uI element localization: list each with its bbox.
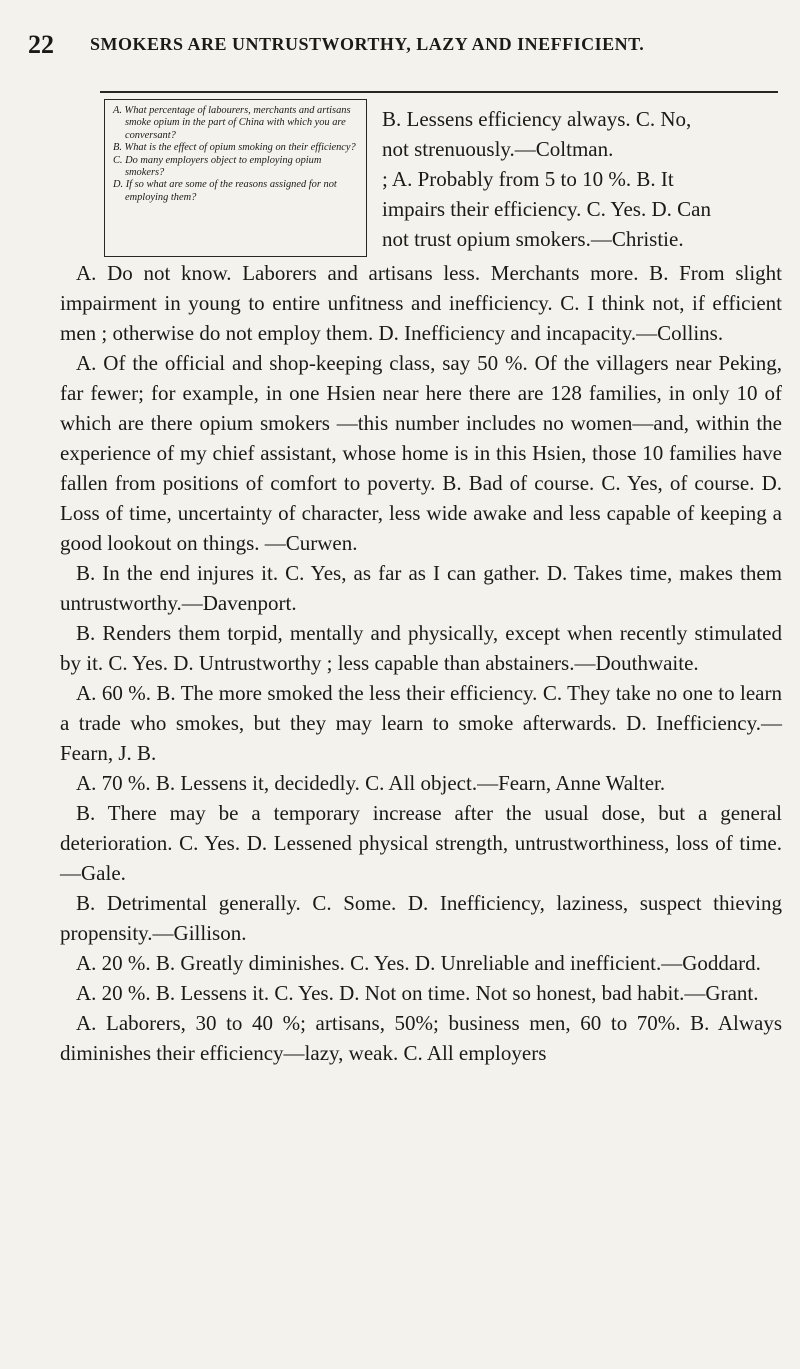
answer-paragraph: B. Detrimental generally. C. Some. D. Inefficiency, laziness, suspect thieving propensity.—Gillison.: [60, 891, 782, 945]
question-box: [104, 99, 367, 257]
answer-paragraph: A. 70 %. B. Lessens it, decidedly. C. All object.—Fearn, Anne Walter.: [76, 771, 666, 795]
body-text: [60, 258, 782, 1068]
answer-paragraph: A. Laborers, 30 to 40 %; artisans, 50%; business men, 60 to 70%. B. Always diminishes their efficiency—lazy, weak. C. All employers: [60, 1011, 782, 1065]
answer-paragraph: B. In the end injures it. C. Yes, as far as I can gather. D. Takes time, makes them untrustworthy.—Davenport.: [60, 561, 782, 615]
side-line: ; A. Probably from 5 to 10 %. B. It: [382, 167, 674, 191]
page-number: 22: [28, 30, 54, 59]
side-line: not trust opium smokers.—Christie.: [382, 227, 684, 251]
question-a: A. What percentage of labourers, merchants and artisans smoke opium in the part of China with which you are conversant?: [113, 105, 351, 141]
running-head-title: SMOKERS ARE UNTRUSTWORTHY, LAZY AND INEFFICIENT.: [90, 34, 645, 54]
side-line: impairs their efficiency. C. Yes. D. Can: [382, 197, 711, 221]
answer-paragraph: A. 60 %. B. The more smoked the less their efficiency. C. They take no one to learn a trade who smokes, but they may learn to smoke afterwards. D. Inefficiency.—Fearn, J. B.: [60, 681, 782, 765]
side-line: not strenuously.—Coltman.: [382, 137, 614, 161]
running-head: [28, 30, 778, 70]
side-answers: [382, 104, 778, 254]
answer-paragraph: B. There may be a temporary increase after the usual dose, but a general deterioration. C. Yes. D. Lessened physical strength, untrustworthiness, loss of time.—Gale.: [60, 801, 782, 885]
side-line: B. Lessens efficiency always. C. No,: [382, 107, 692, 131]
question-b: B. What is the effect of opium smoking on their efficiency?: [113, 142, 356, 154]
answer-paragraph: A. Of the official and shop-keeping class, say 50 %. Of the villagers near Peking, far fewer; for example, in one Hsien near here there are 128 families, in only 10 of which are there opium smokers —this number includes no women—and, within the experience of my chief assistant, whose home is in this Hsien, those 10 families have fallen from positions of comfort to poverty. B. Bad of course. C. Yes, of course. D. Loss of time, uncertainty of character, less wide awake and less capable of keeping a good lookout on things. —Curwen.: [60, 351, 782, 555]
answer-paragraph: A. Do not know. Laborers and artisans less. Merchants more. B. From slight impairment in young to entire unfitness and inefficiency. C. I think not, if efficient men ; otherwise do not employ them. D. Inefficiency and incapacity.—Collins.: [60, 261, 782, 345]
question-d: D. If so what are some of the reasons assigned for not employing them?: [113, 179, 337, 203]
answer-paragraph: A. 20 %. B. Greatly diminishes. C. Yes. D. Unreliable and inefficient.—Goddard.: [76, 951, 761, 975]
answer-paragraph: B. Renders them torpid, mentally and physically, except when recently stimulated by it. C. Yes. D. Untrustworthy ; less capable than abstainers.—Douthwaite.: [60, 621, 782, 675]
question-c: C. Do many employers object to employing opium smokers?: [113, 154, 322, 179]
header-rule: [100, 91, 778, 93]
answer-paragraph: A. 20 %. B. Lessens it. C. Yes. D. Not on time. Not so honest, bad habit.—Grant.: [76, 981, 759, 1005]
